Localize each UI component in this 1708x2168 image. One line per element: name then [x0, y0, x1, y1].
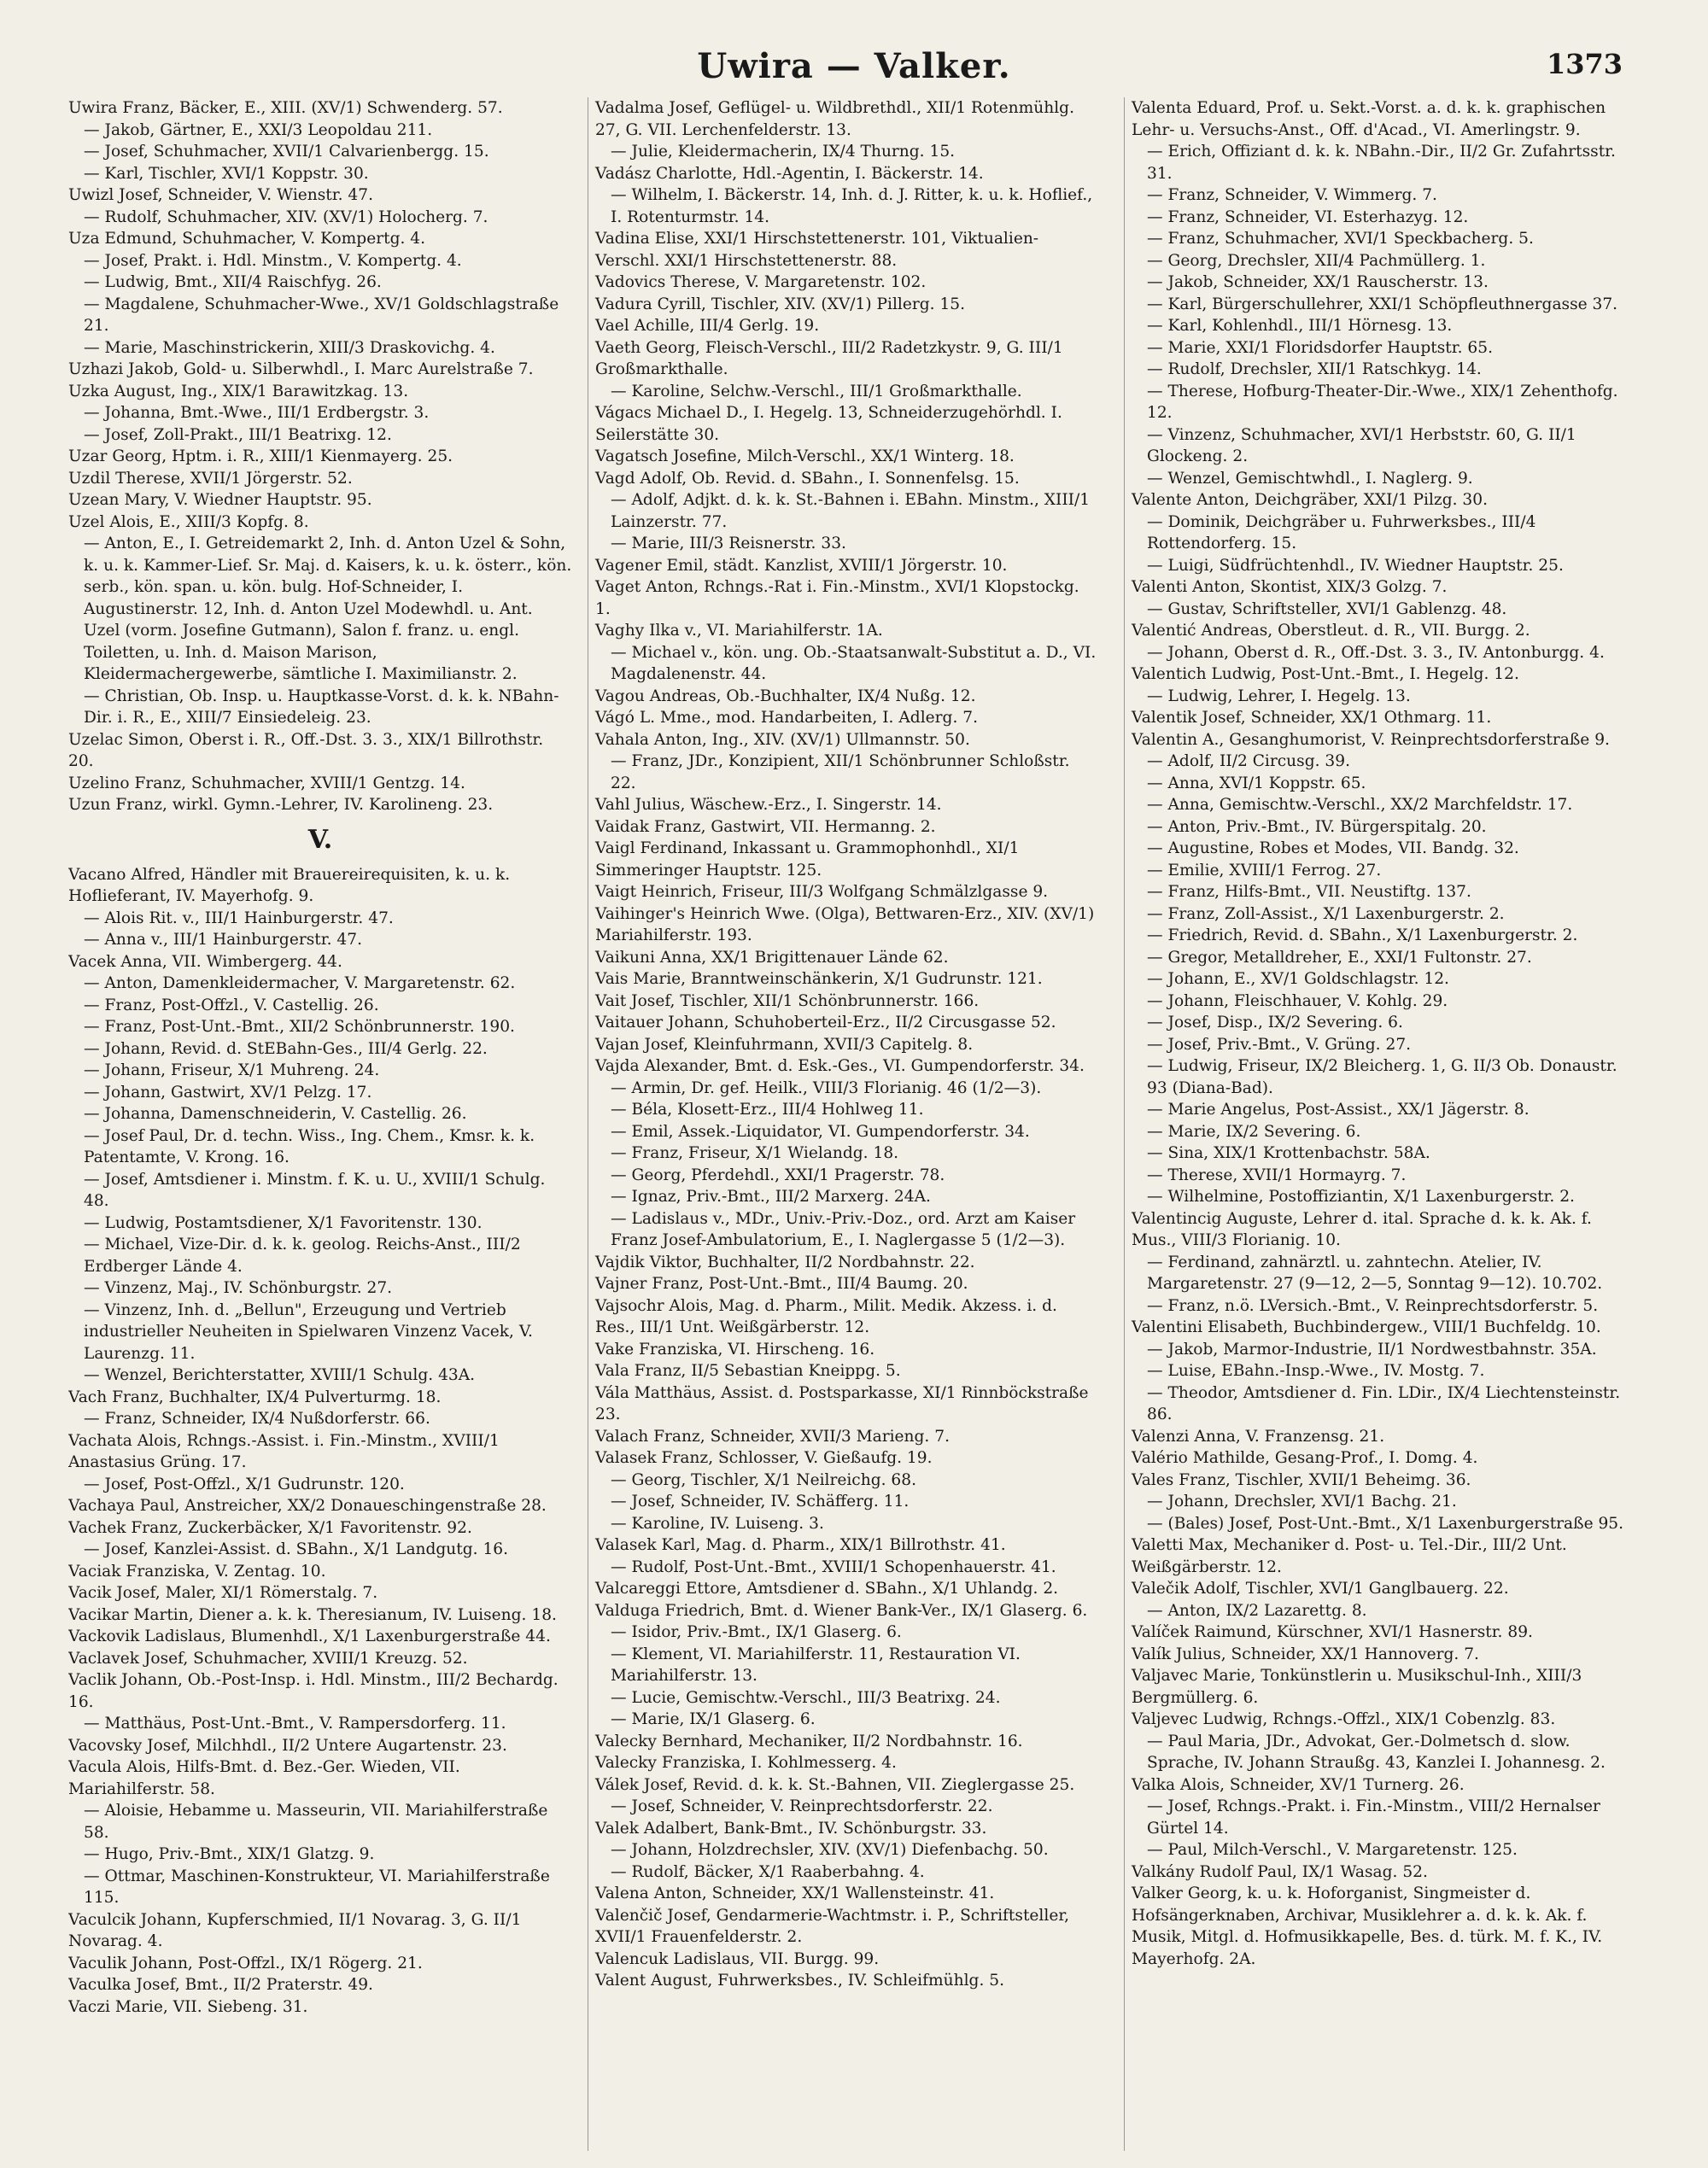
column-3-entries: [1132, 97, 1635, 1970]
directory-entry: Valente Anton, Deichgräber, XXI/1 Pilzg. 30.: [1132, 491, 1488, 509]
directory-entry: Vála Matthäus, Assist. d. Postsparkasse, XI/1 Rinnböckstraße 23.: [595, 1383, 1089, 1423]
directory-entry: — Anton, Damenkleidermacher, V. Margaretenstr. 62.: [84, 974, 516, 992]
directory-entry: — Franz, Post-Offzl., V. Castellig. 26.: [84, 996, 379, 1014]
directory-entry: — Wenzel, Gemischtwhdl., I. Naglerg. 9.: [1147, 469, 1473, 488]
directory-entry: Vael Achille, III/4 Gerlg. 19.: [595, 317, 820, 335]
directory-entry: — Karoline, Selchw.-Verschl., III/1 Großmarkthalle.: [611, 382, 1022, 400]
directory-entry: Vadura Cyrill, Tischler, XIV. (XV/1) Pillerg. 15.: [595, 295, 966, 313]
directory-entry: — Gregor, Metalldreher, E., XXI/1 Fultonstr. 27.: [1147, 948, 1532, 967]
directory-entry: Uzun Franz, wirkl. Gymn.-Lehrer, IV. Karolineng. 23.: [68, 796, 494, 814]
directory-entry: — Luise, EBahn.-Insp.-Wwe., IV. Mostg. 7.: [1147, 1362, 1485, 1380]
directory-entry: Vadina Elise, XXI/1 Hirschstettenerstr. 101, Viktualien-Verschl. XXI/1 Hirschstettenerstr. 88.: [595, 230, 1039, 270]
directory-entry: — Josef, Schneider, IV. Schäfferg. 11.: [611, 1493, 910, 1511]
directory-entry: Vait Josef, Tischler, XII/1 Schönbrunnerstr. 166.: [595, 991, 980, 1010]
directory-entry: Valencuk Ladislaus, VII. Burgg. 99.: [595, 1949, 880, 1968]
directory-entry: Vadalma Josef, Geflügel- u. Wildbrethdl., XII/1 Rotenmühlg. 27, G. VII. Lerchenfelderstr. 13.: [595, 99, 1074, 139]
directory-entry: Vahl Julius, Wäschew.-Erz., I. Singerstr. 14.: [595, 796, 942, 814]
directory-entry: — Franz, Post-Unt.-Bmt., XII/2 Schönbrunnerstr. 190.: [84, 1018, 515, 1036]
directory-entry: — Vinzenz, Inh. d. „Bellun", Erzeugung und Vertrieb industrieller Neuheiten in Spielwaren Vinzenz Vacek, V. Laurenzg. 11.: [84, 1300, 533, 1363]
directory-entry: — Franz, n.ö. LVersich.-Bmt., V. Reinprechtsdorferstr. 5.: [1147, 1296, 1599, 1315]
directory-entry: Vagatsch Josefine, Milch-Verschl., XX/1 Winterg. 18.: [595, 447, 1015, 465]
directory-entry: Vaculka Josef, Bmt., II/2 Praterstr. 49.: [68, 1976, 373, 1994]
directory-entry: Valentincig Auguste, Lehrer d. ital. Sprache d. k. k. Ak. f. Mus., VIII/3 Florianig. 10.: [1132, 1209, 1592, 1249]
directory-entry: Vaikuni Anna, XX/1 Brigittenauer Lände 62.: [595, 948, 949, 967]
directory-entry: — Adolf, Adjkt. d. k. k. St.-Bahnen i. EBahn. Minstm., XIII/1 Lainzerstr. 77.: [611, 491, 1091, 531]
directory-entry: Uwira Franz, Bäcker, E., XIII. (XV/1) Schwenderg. 57.: [68, 99, 503, 117]
directory-entry: — Franz, Friseur, X/1 Wielandg. 18.: [611, 1144, 899, 1162]
directory-entry: — Josef, Prakt. i. Hdl. Minstm., V. Kompertg. 4.: [84, 251, 462, 270]
directory-entry: — Christian, Ob. Insp. u. Hauptkasse-Vorst. d. k. k. NBahn-Dir. i. R., E., XIII/7 Einsiedeleig. 23.: [84, 687, 559, 727]
directory-entry: — Johanna, Damenschneiderin, V. Castellig. 26.: [84, 1105, 467, 1123]
directory-entry: — Matthäus, Post-Unt.-Bmt., V. Rampersdorferg. 11.: [84, 1715, 506, 1733]
directory-entry: — Anton, Priv.-Bmt., IV. Bürgerspitalg. 20.: [1147, 817, 1487, 836]
directory-entry: Vacek Anna, VII. Wimbergerg. 44.: [68, 952, 342, 971]
directory-entry: Uzelino Franz, Schuhmacher, XVIII/1 Gentzg. 14.: [68, 774, 465, 792]
directory-entry: — Franz, Zoll-Assist., X/1 Laxenburgerstr. 2.: [1147, 904, 1505, 923]
directory-entry: Vach Franz, Buchhalter, IX/4 Pulverturmg. 18.: [68, 1388, 442, 1406]
directory-entry: Valena Anton, Schneider, XX/1 Wallensteinstr. 41.: [595, 1885, 995, 1902]
directory-entry: — Karoline, IV. Luiseng. 3.: [611, 1514, 824, 1533]
directory-entry: — Josef, Amtsdiener i. Minstm. f. K. u. U., XVIII/1 Schulg. 48.: [84, 1170, 546, 1210]
directory-entry: Uwizl Josef, Schneider, V. Wienstr. 47.: [68, 186, 374, 204]
directory-entry: — Ferdinand, zahnärztl. u. zahntechn. Atelier, IV. Margaretenstr. 27 (9—12, 2—5, Sonntag 9—12). 10.702.: [1147, 1253, 1603, 1293]
directory-entry: Vaclik Johann, Ob.-Post-Insp. i. Hdl. Minstm., III/2 Bechardg. 16.: [68, 1671, 559, 1711]
directory-entry: Vacano Alfred, Händler mit Brauereirequisiten, k. u. k. Hoflieferant, IV. Mayerhofg. 9.: [68, 865, 511, 905]
directory-entry: — Therese, Hofburg-Theater-Dir.-Wwe., XIX/1 Zehenthofg. 12.: [1147, 382, 1618, 422]
directory-entry: Vagou Andreas, Ob.-Buchhalter, IX/4 Nußg. 12.: [595, 687, 976, 705]
column-3: [1124, 97, 1635, 2151]
directory-entry: Valent August, Fuhrwerksbes., IV. Schleifmühlg. 5.: [595, 1972, 1005, 1990]
directory-entry: Vaculik Johann, Post-Offzl., IX/1 Rögerg. 21.: [68, 1954, 423, 1972]
directory-entry: Vachata Alois, Rchngs.-Assist. i. Fin.-Minstm., XVIII/1 Anastasius Grüng. 17.: [68, 1431, 500, 1471]
directory-entry: — Franz, Schneider, VI. Esterhazyg. 12.: [1147, 207, 1469, 226]
directory-entry: — Wenzel, Berichterstatter, XVIII/1 Schulg. 43A.: [84, 1366, 476, 1384]
directory-entry: — Vinzenz, Maj., IV. Schönburgstr. 27.: [84, 1279, 393, 1297]
directory-entry: Vajdik Viktor, Buchhalter, II/2 Nordbahnstr. 22.: [595, 1253, 975, 1271]
directory-entry: — Anton, IX/2 Lazarettg. 8.: [1147, 1601, 1367, 1620]
directory-entry: — Dominik, Deichgräber u. Fuhrwerksbes., III/4 Rottendorferg. 15.: [1147, 512, 1536, 552]
directory-entry: — Georg, Pferdehdl., XXI/1 Pragerstr. 78.: [611, 1166, 945, 1184]
directory-entry: — Vinzenz, Schuhmacher, XVI/1 Herbststr. 60, G. II/1 Glockeng. 2.: [1147, 425, 1576, 465]
column-1-entries-u: [68, 97, 572, 816]
directory-entry: — Ludwig, Friseur, IX/2 Bleicherg. 1, G. II/3 Ob. Donaustr. 93 (Diana-Bad).: [1147, 1057, 1617, 1097]
directory-entry: — (Bales) Josef, Post-Unt.-Bmt., X/1 Laxenburgerstraße 95.: [1147, 1514, 1624, 1533]
directory-entry: — Johann, Fleischhauer, V. Kohlg. 29.: [1147, 991, 1448, 1010]
directory-entry: Vaeth Georg, Fleisch-Verschl., III/2 Radetzkystr. 9, G. III/1 Großmarkthalle.: [595, 338, 1063, 378]
directory-entry: Valenti Anton, Skontist, XIX/3 Golzg. 7.: [1132, 578, 1448, 596]
directory-entry: — Ottmar, Maschinen-Konstrukteur, VI. Mariahilferstraße 115.: [84, 1867, 550, 1907]
directory-entry: — Emil, Assek.-Liquidator, VI. Gumpendorferstr. 34.: [611, 1122, 1030, 1141]
directory-entry: Valíček Raimund, Kürschner, XVI/1 Hasnerstr. 89.: [1132, 1623, 1533, 1641]
directory-entry: — Wilhelm, I. Bäckerstr. 14, Inh. d. J. Ritter, k. u. k. Hoflief., I. Rotenturmstr. 14.: [611, 186, 1093, 226]
directory-entry: Valenta Eduard, Prof. u. Sekt.-Vorst. a. d. k. k. graphischen Lehr- u. Versuchs-Anst., Off. d'Acad., VI. Amerlingstr. 9.: [1132, 99, 1606, 139]
directory-entry: Vágó L. Mme., mod. Handarbeiten, I. Adlerg. 7.: [595, 709, 979, 727]
directory-entry: — Rudolf, Drechsler, XII/1 Ratschkyg. 14.: [1147, 360, 1482, 378]
directory-entry: — Josef, Rchngs.-Prakt. i. Fin.-Minstm., VIII/2 Hernalser Gürtel 14.: [1147, 1797, 1600, 1838]
directory-entry: — Josef Paul, Dr. d. techn. Wiss., Ing. Chem., Kmsr. k. k. Patentamte, V. Krong. 16.: [84, 1126, 535, 1166]
directory-entry: — Marie, III/3 Reisnerstr. 33.: [611, 535, 846, 552]
directory-entry: — Karl, Kohlenhdl., III/1 Hörnesg. 13.: [1147, 317, 1453, 335]
directory-entry: — Luigi, Südfrüchtenhdl., IV. Wiedner Hauptstr. 25.: [1147, 556, 1564, 575]
directory-entry: — Ludwig, Bmt., XII/4 Raischfyg. 26.: [84, 273, 382, 291]
directory-entry: — Michael, Vize-Dir. d. k. k. geolog. Reichs-Anst., III/2 Erdberger Lände 4.: [84, 1236, 521, 1276]
directory-entry: — Johann, Revid. d. StEBahn-Ges., III/4 Gerlg. 22.: [84, 1039, 488, 1058]
directory-entry: — Rudolf, Post-Unt.-Bmt., XVIII/1 Schopenhauerstr. 41.: [611, 1557, 1056, 1576]
directory-entry: Uzean Mary, V. Wiedner Hauptstr. 95.: [68, 491, 372, 509]
directory-entry: Vagd Adolf, Ob. Revid. d. SBahn., I. Sonnenfelsg. 15.: [595, 469, 1020, 488]
directory-entry: — Paul, Milch-Verschl., V. Margaretenstr. 125.: [1147, 1841, 1518, 1859]
directory-entry: Vachaya Paul, Anstreicher, XX/2 Donaueschingenstraße 28.: [68, 1497, 547, 1515]
directory-entry: — Marie, XXI/1 Floridsdorfer Hauptstr. 65.: [1147, 338, 1494, 357]
directory-entry: Vahala Anton, Ing., XIV. (XV/1) Ullmannstr. 50.: [595, 730, 970, 749]
directory-entry: Vackovik Ladislaus, Blumenhdl., X/1 Laxenburgerstraße 44.: [68, 1627, 551, 1645]
directory-entry: — Johann, Drechsler, XVI/1 Bachg. 21.: [1147, 1493, 1457, 1511]
section-letter-v: V.: [307, 824, 333, 855]
directory-entry: — Anna v., III/1 Hainburgerstr. 47.: [84, 931, 362, 949]
directory-entry: Vaget Anton, Rchngs.-Rat i. Fin.-Minstm., XVI/1 Klopstockg. 1.: [595, 578, 1079, 618]
directory-entry: Vaghy Ilka v., VI. Mariahilferstr. 1A.: [595, 622, 883, 640]
directory-entry: — Josef, Kanzlei-Assist. d. SBahn., X/1 Landgutg. 16.: [84, 1540, 509, 1558]
directory-entry: — Ludwig, Postamtsdiener, X/1 Favoritenstr. 130.: [84, 1213, 483, 1232]
directory-entry: Uza Edmund, Schuhmacher, V. Kompertg. 4.: [68, 230, 426, 248]
directory-entry: Valentini Elisabeth, Buchbindergew., VIII/1 Buchfeldg. 10.: [1132, 1318, 1601, 1336]
directory-entry: — Klement, VI. Mariahilferstr. 11, Restauration VI. Mariahilferstr. 13.: [611, 1645, 1021, 1685]
directory-entry: — Johann, E., XV/1 Goldschlagstr. 12.: [1147, 970, 1449, 988]
directory-entry: Valkány Rudolf Paul, IX/1 Wasag. 52.: [1132, 1862, 1428, 1881]
directory-entry: — Aloisie, Hebamme u. Masseurin, VII. Mariahilferstraße 58.: [84, 1802, 548, 1842]
directory-entry: Valečik Adolf, Tischler, XVI/1 Ganglbauerg. 22.: [1132, 1580, 1509, 1598]
directory-entry: — Georg, Tischler, X/1 Neilreichg. 68.: [611, 1470, 916, 1489]
directory-entry: Valenzi Anna, V. Franzensg. 21.: [1132, 1427, 1385, 1446]
directory-entry: Valek Adalbert, Bank-Bmt., IV. Schönburgstr. 33.: [595, 1819, 987, 1838]
directory-entry: Valentin A., Gesanghumorist, V. Reinprechtsdorferstraße 9.: [1132, 730, 1610, 749]
column-1: [68, 97, 572, 2151]
directory-entry: — Ladislaus v., MDr., Univ.-Priv.-Doz., ord. Arzt am Kaiser Franz Josef-Ambulatorium, E., I. Naglergasse 5 (1/2—3).: [611, 1209, 1076, 1249]
directory-entry: Valecky Franziska, I. Kohlmesserg. 4.: [595, 1754, 897, 1772]
directory-entry: — Paul Maria, JDr., Advokat, Ger.-Dolmetsch d. slow. Sprache, IV. Johann Straußg. 43, Kanzlei I. Johannesg. 2.: [1147, 1732, 1606, 1772]
directory-entry: Vadász Charlotte, Hdl.-Agentin, I. Bäckerstr. 14.: [595, 164, 984, 183]
page-header: [0, 43, 1708, 94]
directory-entry: Valenčič Josef, Gendarmerie-Wachtmstr. i. P., Schriftsteller, XVII/1 Frauenfelderstr. 2.: [595, 1906, 1070, 1946]
directory-entry: Vaciak Franziska, V. Zentag. 10.: [68, 1562, 326, 1581]
directory-entry: — Franz, Schuhmacher, XVI/1 Speckbacherg. 5.: [1147, 230, 1534, 248]
directory-entry: Vadovics Therese, V. Margaretenstr. 102.: [595, 273, 927, 291]
directory-entry: — Sina, XIX/1 Krottenbachstr. 58A.: [1147, 1144, 1430, 1162]
directory-entry: Vake Franziska, VI. Hirscheng. 16.: [595, 1340, 875, 1359]
directory-entry: — Therese, XVII/1 Hormayrg. 7.: [1147, 1166, 1407, 1184]
directory-entry: Vales Franz, Tischler, XVII/1 Beheimg. 36.: [1132, 1470, 1471, 1489]
directory-entry: Vacik Josef, Maler, XI/1 Römerstalg. 7.: [68, 1584, 378, 1602]
column-2-entries: [595, 97, 1099, 1992]
directory-entry: Valasek Franz, Schlosser, V. Gießaufg. 19.: [595, 1449, 933, 1467]
directory-entry: — Josef, Priv.-Bmt., V. Grüng. 27.: [1147, 1035, 1412, 1054]
directory-entry: Válek Josef, Revid. d. k. k. St.-Bahnen, VII. Zieglergasse 25.: [595, 1775, 1075, 1794]
directory-entry: — Adolf, II/2 Circusg. 39.: [1147, 752, 1350, 770]
directory-entry: Valecky Bernhard, Mechaniker, II/2 Nordbahnstr. 16.: [595, 1732, 1023, 1750]
directory-entry: Uzar Georg, Hptm. i. R., XIII/1 Kienmayerg. 25.: [68, 447, 453, 465]
directory-entry: — Josef, Post-Offzl., X/1 Gudrunstr. 120.: [84, 1475, 405, 1493]
directory-entry: — Franz, Schneider, IX/4 Nußdorferstr. 66.: [84, 1410, 430, 1428]
directory-entry: Valentik Josef, Schneider, XX/1 Othmarg. 11.: [1132, 709, 1492, 727]
directory-entry: Vajan Josef, Kleinfuhrmann, XVII/3 Capitelg. 8.: [595, 1035, 974, 1054]
directory-entry: — Béla, Klosett-Erz., III/4 Hohlweg 11.: [611, 1101, 924, 1119]
directory-entry: Vaidak Franz, Gastwirt, VII. Hermanng. 2.: [595, 817, 936, 836]
directory-entry: Valker Georg, k. u. k. Hoforganist, Singmeister d. Hofsängerknaben, Archivar, Musiklehrer a. d. k. k. Ak. f. Musik, Mitgl. d. Hofmusikkapelle, Bes. d. türk. M. f. K., IV. Mayerhofg. 2A.: [1132, 1885, 1603, 1968]
directory-entry: Uzka August, Ing., XIX/1 Barawitzkag. 13.: [68, 382, 409, 400]
directory-entry: — Josef, Schuhmacher, XVII/1 Calvarienbergg. 15.: [84, 143, 489, 161]
directory-entry: — Augustine, Robes et Modes, VII. Bandg. 32.: [1147, 839, 1519, 857]
directory-entry: — Ludwig, Lehrer, I. Hegelg. 13.: [1147, 687, 1411, 705]
directory-entry: — Marie, IX/1 Glaserg. 6.: [611, 1710, 816, 1728]
directory-entry: — Franz, JDr., Konzipient, XII/1 Schönbrunner Schloßstr. 22.: [611, 752, 1070, 792]
directory-entry: Vaclavek Josef, Schuhmacher, XVIII/1 Kreuzg. 52.: [68, 1649, 468, 1668]
directory-entry: Vajsochr Alois, Mag. d. Pharm., Milit. Medik. Akzess. i. d. Res., III/1 Unt. Weißgärberstr. 12.: [595, 1296, 1057, 1336]
directory-entry: Valetti Max, Mechaniker d. Post- u. Tel.-Dir., III/2 Unt. Weißgärberstr. 12.: [1132, 1536, 1567, 1576]
directory-entry: — Franz, Schneider, V. Wimmerg. 7.: [1147, 186, 1437, 204]
directory-entry: — Julie, Kleidermacherin, IX/4 Thurng. 15.: [611, 143, 956, 161]
page-number: 1373: [1546, 48, 1623, 80]
directory-entry: Uzdil Therese, XVII/1 Jörgerstr. 52.: [68, 469, 353, 488]
directory-entry: — Armin, Dr. gef. Heilk., VIII/3 Florianig. 46 (1/2—3).: [611, 1078, 1042, 1097]
directory-entry: — Erich, Offiziant d. k. k. NBahn.-Dir., II/2 Gr. Zufahrtsstr. 31.: [1147, 143, 1616, 183]
directory-entry: — Isidor, Priv.-Bmt., IX/1 Glaserg. 6.: [611, 1623, 902, 1641]
directory-entry: Vágacs Michael D., I. Hegelg. 13, Schneiderzugehörhdl. I. Seilerstätte 30.: [595, 404, 1062, 444]
directory-entry: Valcareggi Ettore, Amtsdiener d. SBahn., X/1 Uhlandg. 2.: [595, 1580, 1059, 1598]
directory-entry: — Johann, Holzdrechsler, XIV. (XV/1) Diefenbachg. 50.: [611, 1841, 1049, 1859]
directory-entry: — Anton, E., I. Getreidemarkt 2, Inh. d. Anton Uzel & Sohn, k. u. k. Kammer-Lief. Sr. Maj. d. Kaisers, k. u. k. österr., kön. serb., kön. span. u. kön. bulg. Hof-Schneider, I. Augustinerstr. 12, Inh. d. Anton Uzel Modewhdl. u. Ant. Uzel (vorm. Josefine Gutmann), Salon f. franz. u. engl. Toiletten, u. Inh. d. Maison Marison, Kleidermachergewerbe, sämtliche I. Maximilianstr. 2.: [84, 535, 572, 683]
directory-entry: Vachek Franz, Zuckerbäcker, X/1 Favoritenstr. 92.: [68, 1518, 472, 1537]
directory-entry: — Marie, IX/2 Severing. 6.: [1147, 1122, 1361, 1141]
directory-entry: Valentić Andreas, Oberstleut. d. R., VII. Burgg. 2.: [1132, 622, 1530, 640]
directory-entry: — Johanna, Bmt.-Wwe., III/1 Erdbergstr. 3.: [84, 404, 430, 422]
directory-entry: Uzelac Simon, Oberst i. R., Off.-Dst. 3. 3., XIX/1 Billrothstr. 20.: [68, 730, 544, 770]
directory-entry: Valduga Friedrich, Bmt. d. Wiener Bank-Ver., IX/1 Glaserg. 6.: [595, 1601, 1088, 1620]
directory-entry: — Anna, XVI/1 Koppstr. 65.: [1147, 774, 1366, 792]
directory-entry: Vaihinger's Heinrich Wwe. (Olga), Bettwaren-Erz., XIV. (XV/1) Mariahilferstr. 193.: [595, 904, 1095, 944]
column-2: [588, 97, 1099, 2151]
directory-entry: — Josef, Disp., IX/2 Severing. 6.: [1147, 1014, 1403, 1031]
directory-entry: — Wilhelmine, Postoffiziantin, X/1 Laxenburgerstr. 2.: [1147, 1188, 1575, 1206]
directory-entry: Vagener Emil, städt. Kanzlist, XVIII/1 Jörgerstr. 10.: [595, 556, 1008, 575]
directory-entry: — Josef, Zoll-Prakt., III/1 Beatrixg. 12.: [84, 425, 392, 444]
directory-entry: Vaczi Marie, VII. Siebeng. 31.: [68, 1997, 308, 2016]
directory-entry: Valach Franz, Schneider, XVII/3 Marieng. 7.: [595, 1427, 950, 1446]
directory-entry: — Theodor, Amtsdiener d. Fin. LDir., IX/4 Liechtensteinstr. 86.: [1147, 1383, 1621, 1423]
directory-entry: — Rudolf, Schuhmacher, XIV. (XV/1) Holocherg. 7.: [84, 207, 488, 226]
directory-entry: Vaigl Ferdinand, Inkassant u. Grammophonhdl., XI/1 Simmeringer Hauptstr. 125.: [595, 839, 1020, 879]
directory-entry: — Michael v., kön. ung. Ob.-Staatsanwalt-Substitut a. D., VI. Magdalenenstr. 44.: [611, 643, 1097, 683]
directory-entry: Valjavec Marie, Tonkünstlerin u. Musikschul-Inh., XIII/3 Bergmüllerg. 6.: [1132, 1667, 1582, 1707]
directory-columns: [68, 97, 1648, 2151]
directory-entry: — Jakob, Schneider, XX/1 Rauscherstr. 13.: [1147, 273, 1489, 291]
directory-entry: — Emilie, XVIII/1 Ferrog. 27.: [1147, 861, 1382, 879]
directory-entry: Uzel Alois, E., XIII/3 Kopfg. 8.: [68, 512, 309, 531]
directory-entry: — Jakob, Gärtner, E., XXI/3 Leopoldau 211.: [84, 120, 433, 139]
directory-entry: — Alois Rit. v., III/1 Hainburgerstr. 47.: [84, 909, 394, 927]
directory-entry: Valík Julius, Schneider, XX/1 Hannoverg. 7.: [1132, 1645, 1479, 1663]
directory-entry: Vaitauer Johann, Schuhoberteil-Erz., II/2 Circusgasse 52.: [595, 1014, 1056, 1031]
directory-entry: — Marie, Maschinstrickerin, XIII/3 Draskovichg. 4.: [84, 338, 495, 357]
directory-entry: — Josef, Schneider, V. Reinprechtsdorferstr. 22.: [611, 1797, 993, 1815]
directory-entry: Vacikar Martin, Diener a. k. k. Theresianum, IV. Luiseng. 18.: [68, 1605, 557, 1624]
directory-entry: Valka Alois, Schneider, XV/1 Turnerg. 26.: [1132, 1775, 1465, 1794]
directory-entry: Vacula Alois, Hilfs-Bmt. d. Bez.-Ger. Wieden, VII. Mariahilferstr. 58.: [68, 1758, 460, 1798]
directory-entry: Valasek Karl, Mag. d. Pharm., XIX/1 Billrothstr. 41.: [595, 1536, 1006, 1554]
directory-entry: — Hugo, Priv.-Bmt., XIX/1 Glatzg. 9.: [84, 1845, 375, 1863]
directory-entry: — Gustav, Schriftsteller, XVI/1 Gablenzg. 48.: [1147, 599, 1507, 618]
directory-entry: — Magdalene, Schuhmacher-Wwe., XV/1 Goldschlagstraße 21.: [84, 295, 559, 335]
directory-entry: Valentich Ludwig, Post-Unt.-Bmt., I. Hegelg. 12.: [1132, 665, 1519, 683]
directory-entry: — Lucie, Gemischtw.-Verschl., III/3 Beatrixg. 24.: [611, 1688, 1001, 1707]
running-title: Uwira — Valker.: [697, 46, 1011, 86]
directory-entry: Vais Marie, Branntweinschänkerin, X/1 Gudrunstr. 121.: [595, 970, 1043, 988]
directory-entry: Vajda Alexander, Bmt. d. Esk.-Ges., VI. Gumpendorferstr. 34.: [595, 1057, 1085, 1075]
directory-entry: — Marie Angelus, Post-Assist., XX/1 Jägerstr. 8.: [1147, 1101, 1530, 1119]
directory-entry: Uzhazi Jakob, Gold- u. Silberwhdl., I. Marc Aurelstraße 7.: [68, 360, 534, 378]
directory-entry: — Anna, Gemischtw.-Verschl., XX/2 Marchfeldstr. 17.: [1147, 796, 1573, 814]
directory-entry: — Johann, Friseur, X/1 Muhreng. 24.: [84, 1061, 380, 1079]
directory-entry: Vajner Franz, Post-Unt.-Bmt., III/4 Baumg. 20.: [595, 1275, 968, 1293]
directory-entry: — Jakob, Marmor-Industrie, II/1 Nordwestbahnstr. 35A.: [1147, 1340, 1597, 1359]
directory-entry: — Rudolf, Bäcker, X/1 Raaberbahng. 4.: [611, 1862, 925, 1881]
directory-entry: — Johann, Oberst d. R., Off.-Dst. 3. 3., IV. Antonburgg. 4.: [1147, 643, 1605, 662]
directory-entry: — Ignaz, Priv.-Bmt., III/2 Marxerg. 24A.: [611, 1188, 931, 1206]
directory-entry: — Friedrich, Revid. d. SBahn., X/1 Laxenburgerstr. 2.: [1147, 926, 1578, 944]
directory-entry: — Johann, Gastwirt, XV/1 Pelzg. 17.: [84, 1083, 372, 1102]
directory-entry: Vacovsky Josef, Milchhdl., II/2 Untere Augartenstr. 23.: [68, 1736, 507, 1755]
column-1-entries-v: [68, 864, 572, 2019]
directory-entry: Vaculcik Johann, Kupferschmied, II/1 Novarag. 3, G. II/1 Novarag. 4.: [68, 1910, 522, 1950]
directory-entry: Vaigt Heinrich, Friseur, III/3 Wolfgang Schmälzlgasse 9.: [595, 883, 1049, 901]
directory-entry: — Karl, Tischler, XVI/1 Koppstr. 30.: [84, 164, 369, 183]
directory-entry: — Karl, Bürgerschullehrer, XXI/1 Schöpfleuthnergasse 37.: [1147, 295, 1618, 313]
directory-entry: Vala Franz, II/5 Sebastian Kneippg. 5.: [595, 1362, 901, 1380]
directory-entry: — Franz, Hilfs-Bmt., VII. Neustiftg. 137.: [1147, 883, 1471, 901]
directory-entry: — Georg, Drechsler, XII/4 Pachmüllerg. 1.: [1147, 251, 1486, 270]
directory-entry: Valério Mathilde, Gesang-Prof., I. Domg. 4.: [1132, 1449, 1478, 1467]
directory-entry: Valjevec Ludwig, Rchngs.-Offzl., XIX/1 Cobenzlg. 83.: [1132, 1710, 1556, 1728]
